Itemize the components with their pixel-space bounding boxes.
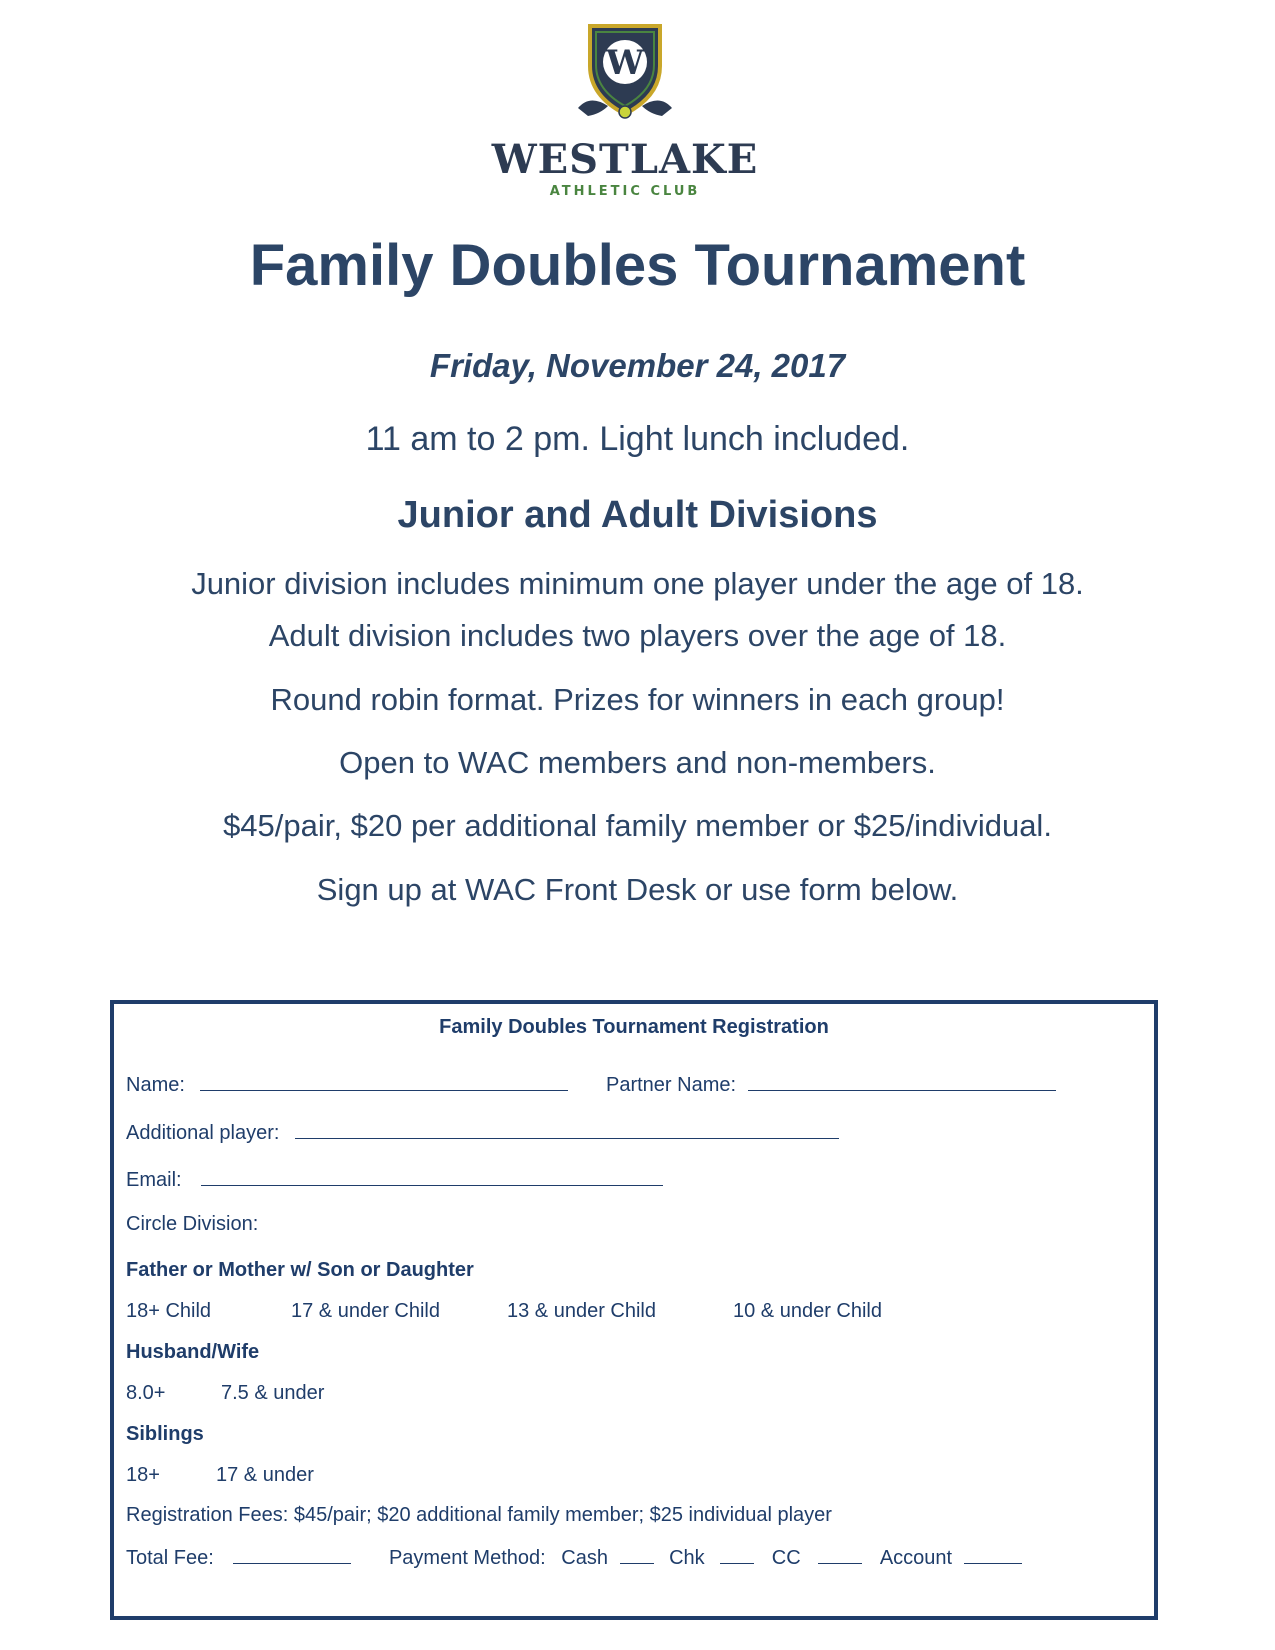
partner-row [606,1072,1056,1097]
option-18plus-child[interactable]: 18+ Child [126,1300,212,1322]
format-text: Round robin format. Prizes for winners in each group! [270,682,1005,717]
payment-row [126,1545,1022,1570]
shield-crest-icon [570,18,680,128]
fees-line: Registration Fees: $45/pair; $20 additional family member; $25 individual player [126,1504,832,1526]
pay-cash-label: Cash [561,1547,608,1569]
partner-name-field[interactable] [748,1072,1056,1091]
pay-chk-field[interactable] [720,1545,754,1564]
adult-division-text: Adult division includes two players over the age of 18. [268,618,1007,653]
option-8-0-plus[interactable]: 8.0+ [126,1382,166,1404]
event-time: 11 am to 2 pm. Light lunch included. [365,420,910,458]
junior-division-text: Junior division includes minimum one player under the age of 18. [191,566,1084,601]
email-label: Email: [126,1169,182,1191]
pay-account-label: Account [879,1547,953,1569]
partner-label: Partner Name: [606,1074,737,1096]
group2-heading: Husband/Wife [126,1341,260,1363]
pay-account-field[interactable] [964,1545,1022,1564]
pay-cash-field[interactable] [620,1545,654,1564]
page-title: Family Doubles Tournament [249,233,1026,298]
signup-text: Sign up at WAC Front Desk or use form below. [316,872,959,907]
divisions-heading: Junior and Adult Divisions [397,494,878,536]
option-7-5-under[interactable]: 7.5 & under [221,1382,325,1404]
total-fee-field[interactable] [233,1545,351,1564]
group3-heading: Siblings [126,1423,204,1445]
option-17-under-child[interactable]: 17 & under Child [291,1300,440,1322]
option-siblings-17-under[interactable]: 17 & under [216,1464,314,1486]
name-label: Name: [126,1074,185,1096]
circle-division-label: Circle Division: [126,1213,259,1235]
option-siblings-18plus[interactable]: 18+ [126,1464,160,1486]
option-13-under-child[interactable]: 13 & under Child [507,1300,656,1322]
name-field[interactable] [200,1072,568,1091]
email-row [126,1167,663,1192]
club-logo [490,18,760,199]
pay-cc-field[interactable] [818,1545,862,1564]
additional-row [126,1120,839,1145]
additional-label: Additional player: [126,1122,280,1144]
email-field[interactable] [201,1167,663,1186]
club-subtitle: ATHLETIC CLUB [549,184,701,199]
open-text: Open to WAC members and non-members. [339,745,936,780]
pay-chk-label: Chk [669,1547,705,1569]
group1-heading: Father or Mother w/ Son or Daughter [126,1259,474,1281]
club-name: WESTLAKE [491,136,759,183]
option-10-under-child[interactable]: 10 & under Child [733,1300,882,1322]
svg-text:W: W [605,43,645,83]
price-text: $45/pair, $20 per additional family member or $25/individual. [223,808,1052,843]
event-date: Friday, November 24, 2017 [429,347,846,384]
additional-player-field[interactable] [295,1120,839,1139]
payment-method-label: Payment Method: [388,1547,546,1569]
pay-cc-label: CC [771,1547,801,1569]
registration-form [110,1000,1158,1620]
form-title: Family Doubles Tournament Registration [439,1016,829,1038]
name-row [126,1072,568,1097]
total-fee-label: Total Fee: [126,1547,214,1569]
